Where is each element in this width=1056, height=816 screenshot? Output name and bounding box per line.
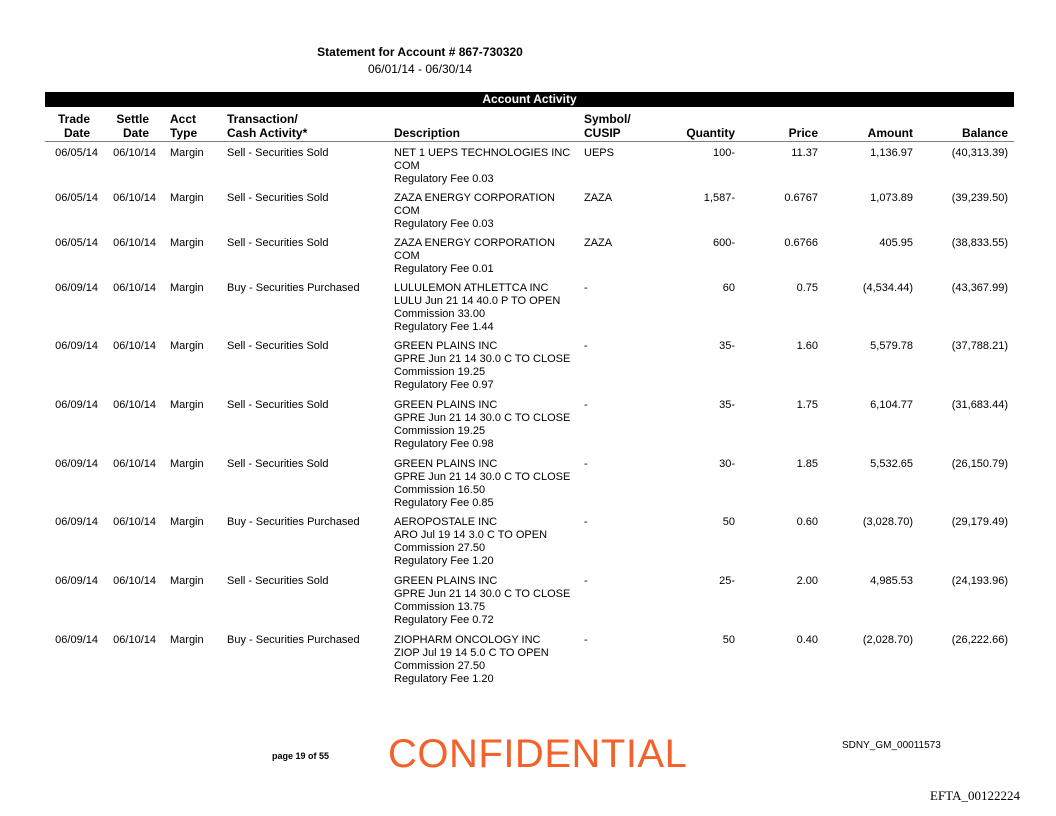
- cell-settle-date: 06/10/14: [113, 399, 156, 411]
- cell-quantity: 50: [722, 516, 735, 528]
- cell-symbol: ZAZA: [584, 237, 613, 249]
- col-head-settle-date: Settle Date: [116, 112, 149, 140]
- cell-description-line: Regulatory Fee 0.72: [394, 614, 494, 626]
- col-head-transaction: Transaction/ Cash Activity*: [227, 112, 308, 140]
- cell-description-line: COM: [394, 160, 420, 172]
- cell-symbol: UEPS: [584, 147, 614, 159]
- cell-amount: 5,579.78: [870, 340, 913, 352]
- cell-transaction: Sell - Securities Sold: [227, 399, 329, 411]
- cell-description-line: ZIOPHARM ONCOLOGY INC: [394, 634, 541, 646]
- cell-symbol: -: [584, 516, 588, 528]
- cell-price: 2.00: [796, 575, 818, 587]
- cell-description-line: GPRE Jun 21 14 30.0 C TO CLOSE: [394, 588, 571, 600]
- cell-balance: (39,239.50): [951, 192, 1008, 204]
- cell-description-line: Regulatory Fee 0.03: [394, 218, 494, 230]
- cell-transaction: Sell - Securities Sold: [227, 458, 329, 470]
- cell-balance: (31,683.44): [951, 399, 1008, 411]
- cell-description-line: Regulatory Fee 0.01: [394, 263, 494, 275]
- cell-description-line: GREEN PLAINS INC: [394, 575, 498, 587]
- col-head-description: Description: [394, 126, 461, 140]
- cell-symbol: -: [584, 575, 588, 587]
- cell-quantity: 50: [722, 634, 735, 646]
- cell-balance: (38,833.55): [951, 237, 1008, 249]
- cell-price: 0.6767: [784, 192, 818, 204]
- cell-trade-date: 06/09/14: [55, 340, 98, 352]
- cell-symbol: -: [584, 634, 588, 646]
- cell-amount: 1,136.97: [870, 147, 913, 159]
- col-head-quantity: Quantity: [686, 126, 735, 140]
- cell-symbol: -: [584, 399, 588, 411]
- cell-price: 0.6766: [784, 237, 818, 249]
- cell-description-line: GPRE Jun 21 14 30.0 C TO CLOSE: [394, 412, 571, 424]
- cell-amount: 4,985.53: [870, 575, 913, 587]
- cell-price: 1.60: [796, 340, 818, 352]
- cell-transaction: Sell - Securities Sold: [227, 237, 329, 249]
- cell-quantity: 30-: [719, 458, 735, 470]
- confidential-stamp: CONFIDENTIAL: [388, 732, 688, 776]
- cell-description-line: GPRE Jun 21 14 30.0 C TO CLOSE: [394, 353, 571, 365]
- cell-transaction: Sell - Securities Sold: [227, 575, 329, 587]
- cell-amount: 6,104.77: [870, 399, 913, 411]
- cell-balance: (29,179.49): [951, 516, 1008, 528]
- cell-description-line: Commission 19.25: [394, 425, 486, 437]
- cell-description-line: Regulatory Fee 0.97: [394, 379, 494, 391]
- section-title-bar: Account Activity: [45, 92, 1014, 107]
- cell-settle-date: 06/10/14: [113, 575, 156, 587]
- cell-acct-type: Margin: [170, 399, 204, 411]
- cell-description-line: Commission 27.50: [394, 660, 486, 672]
- cell-balance: (26,150.79): [951, 458, 1008, 470]
- cell-symbol: -: [584, 282, 588, 294]
- cell-description-line: ZAZA ENERGY CORPORATION: [394, 237, 555, 249]
- cell-acct-type: Margin: [170, 237, 204, 249]
- cell-balance: (37,788.21): [951, 340, 1008, 352]
- cell-acct-type: Margin: [170, 282, 204, 294]
- page-number: page 19 of 55: [272, 751, 330, 761]
- cell-description-line: LULU Jun 21 14 40.0 P TO OPEN: [394, 295, 561, 307]
- cell-amount: (4,534.44): [862, 282, 913, 294]
- bates-number: SDNY_GM_00011573: [842, 740, 941, 751]
- col-head-amount: Amount: [867, 126, 913, 140]
- cell-amount: (2,028.70): [862, 634, 913, 646]
- cell-acct-type: Margin: [170, 575, 204, 587]
- cell-trade-date: 06/09/14: [55, 399, 98, 411]
- cell-settle-date: 06/10/14: [113, 634, 156, 646]
- cell-description-line: GREEN PLAINS INC: [394, 399, 498, 411]
- cell-settle-date: 06/10/14: [113, 192, 156, 204]
- cell-quantity: 100-: [712, 147, 735, 159]
- cell-description-line: Commission 33.00: [394, 308, 486, 320]
- cell-settle-date: 06/10/14: [113, 340, 156, 352]
- cell-settle-date: 06/10/14: [113, 516, 156, 528]
- cell-transaction: Sell - Securities Sold: [227, 147, 329, 159]
- cell-trade-date: 06/09/14: [55, 575, 98, 587]
- cell-description-line: Commission 13.75: [394, 601, 486, 613]
- col-head-price: Price: [788, 126, 818, 140]
- cell-trade-date: 06/05/14: [55, 237, 98, 249]
- cell-description-line: ZAZA ENERGY CORPORATION: [394, 192, 555, 204]
- cell-acct-type: Margin: [170, 634, 204, 646]
- cell-amount: 1,073.89: [870, 192, 913, 204]
- cell-symbol: ZAZA: [584, 192, 613, 204]
- col-head-acct-type: Acct Type: [170, 112, 198, 140]
- cell-description-line: Regulatory Fee 0.03: [394, 173, 494, 185]
- cell-description-line: COM: [394, 250, 420, 262]
- cell-settle-date: 06/10/14: [113, 458, 156, 470]
- efta-number: EFTA_00122224: [930, 788, 1020, 803]
- cell-description-line: NET 1 UEPS TECHNOLOGIES INC: [394, 147, 571, 159]
- cell-description-line: ARO Jul 19 14 3.0 C TO OPEN: [394, 529, 548, 541]
- cell-price: 0.75: [796, 282, 818, 294]
- cell-balance: (43,367.99): [951, 282, 1008, 294]
- cell-balance: (24,193.96): [951, 575, 1008, 587]
- cell-description-line: GREEN PLAINS INC: [394, 458, 498, 470]
- cell-acct-type: Margin: [170, 147, 204, 159]
- cell-trade-date: 06/09/14: [55, 634, 98, 646]
- cell-description-line: GREEN PLAINS INC: [394, 340, 498, 352]
- cell-price: 1.75: [796, 399, 818, 411]
- cell-quantity: 600-: [712, 237, 735, 249]
- cell-symbol: -: [584, 340, 588, 352]
- cell-amount: 5,532.65: [870, 458, 913, 470]
- cell-transaction: Buy - Securities Purchased: [227, 634, 360, 646]
- statement-period: 06/01/14 - 06/30/14: [367, 62, 473, 76]
- cell-acct-type: Margin: [170, 340, 204, 352]
- cell-transaction: Sell - Securities Sold: [227, 192, 329, 204]
- cell-description-line: Commission 16.50: [394, 484, 486, 496]
- cell-description-line: ZIOP Jul 19 14 5.0 C TO OPEN: [394, 647, 549, 659]
- cell-description-line: AEROPOSTALE INC: [394, 516, 498, 528]
- cell-description-line: Commission 19.25: [394, 366, 486, 378]
- cell-price: 11.37: [791, 147, 818, 159]
- cell-description-line: COM: [394, 205, 420, 217]
- cell-settle-date: 06/10/14: [113, 147, 156, 159]
- cell-transaction: Buy - Securities Purchased: [227, 282, 360, 294]
- cell-acct-type: Margin: [170, 192, 204, 204]
- cell-trade-date: 06/09/14: [55, 458, 98, 470]
- cell-acct-type: Margin: [170, 516, 204, 528]
- cell-description-line: GPRE Jun 21 14 30.0 C TO CLOSE: [394, 471, 571, 483]
- cell-quantity: 35-: [719, 399, 735, 411]
- cell-balance: (40,313.39): [951, 147, 1008, 159]
- statement-title: Statement for Account # 867-730320: [317, 45, 523, 59]
- cell-quantity: 35-: [719, 340, 735, 352]
- cell-quantity: 1,587-: [703, 192, 735, 204]
- cell-description-line: Regulatory Fee 1.20: [394, 673, 494, 685]
- header-rule: [45, 141, 1014, 142]
- cell-trade-date: 06/09/14: [55, 282, 98, 294]
- cell-price: 0.60: [796, 516, 818, 528]
- col-head-trade-date: Trade Date: [57, 112, 90, 140]
- cell-description-line: Regulatory Fee 0.98: [394, 438, 494, 450]
- cell-description-line: Regulatory Fee 0.85: [394, 497, 494, 509]
- cell-description-line: Regulatory Fee 1.20: [394, 555, 494, 567]
- cell-quantity: 25-: [719, 575, 735, 587]
- cell-balance: (26,222.66): [951, 634, 1008, 646]
- cell-trade-date: 06/05/14: [55, 147, 98, 159]
- cell-amount: 405.95: [879, 237, 913, 249]
- cell-price: 1.85: [796, 458, 818, 470]
- cell-symbol: -: [584, 458, 588, 470]
- cell-transaction: Sell - Securities Sold: [227, 340, 329, 352]
- cell-settle-date: 06/10/14: [113, 282, 156, 294]
- cell-transaction: Buy - Securities Purchased: [227, 516, 360, 528]
- cell-description-line: Commission 27.50: [394, 542, 486, 554]
- cell-trade-date: 06/09/14: [55, 516, 98, 528]
- cell-settle-date: 06/10/14: [113, 237, 156, 249]
- cell-description-line: LULULEMON ATHLETTCA INC: [394, 282, 549, 294]
- cell-acct-type: Margin: [170, 458, 204, 470]
- cell-price: 0.40: [796, 634, 818, 646]
- cell-trade-date: 06/05/14: [55, 192, 98, 204]
- cell-description-line: Regulatory Fee 1.44: [394, 321, 494, 333]
- col-head-balance: Balance: [961, 126, 1008, 140]
- cell-amount: (3,028.70): [862, 516, 913, 528]
- col-head-symbol: Symbol/ CUSIP: [584, 112, 631, 140]
- cell-quantity: 60: [722, 282, 735, 294]
